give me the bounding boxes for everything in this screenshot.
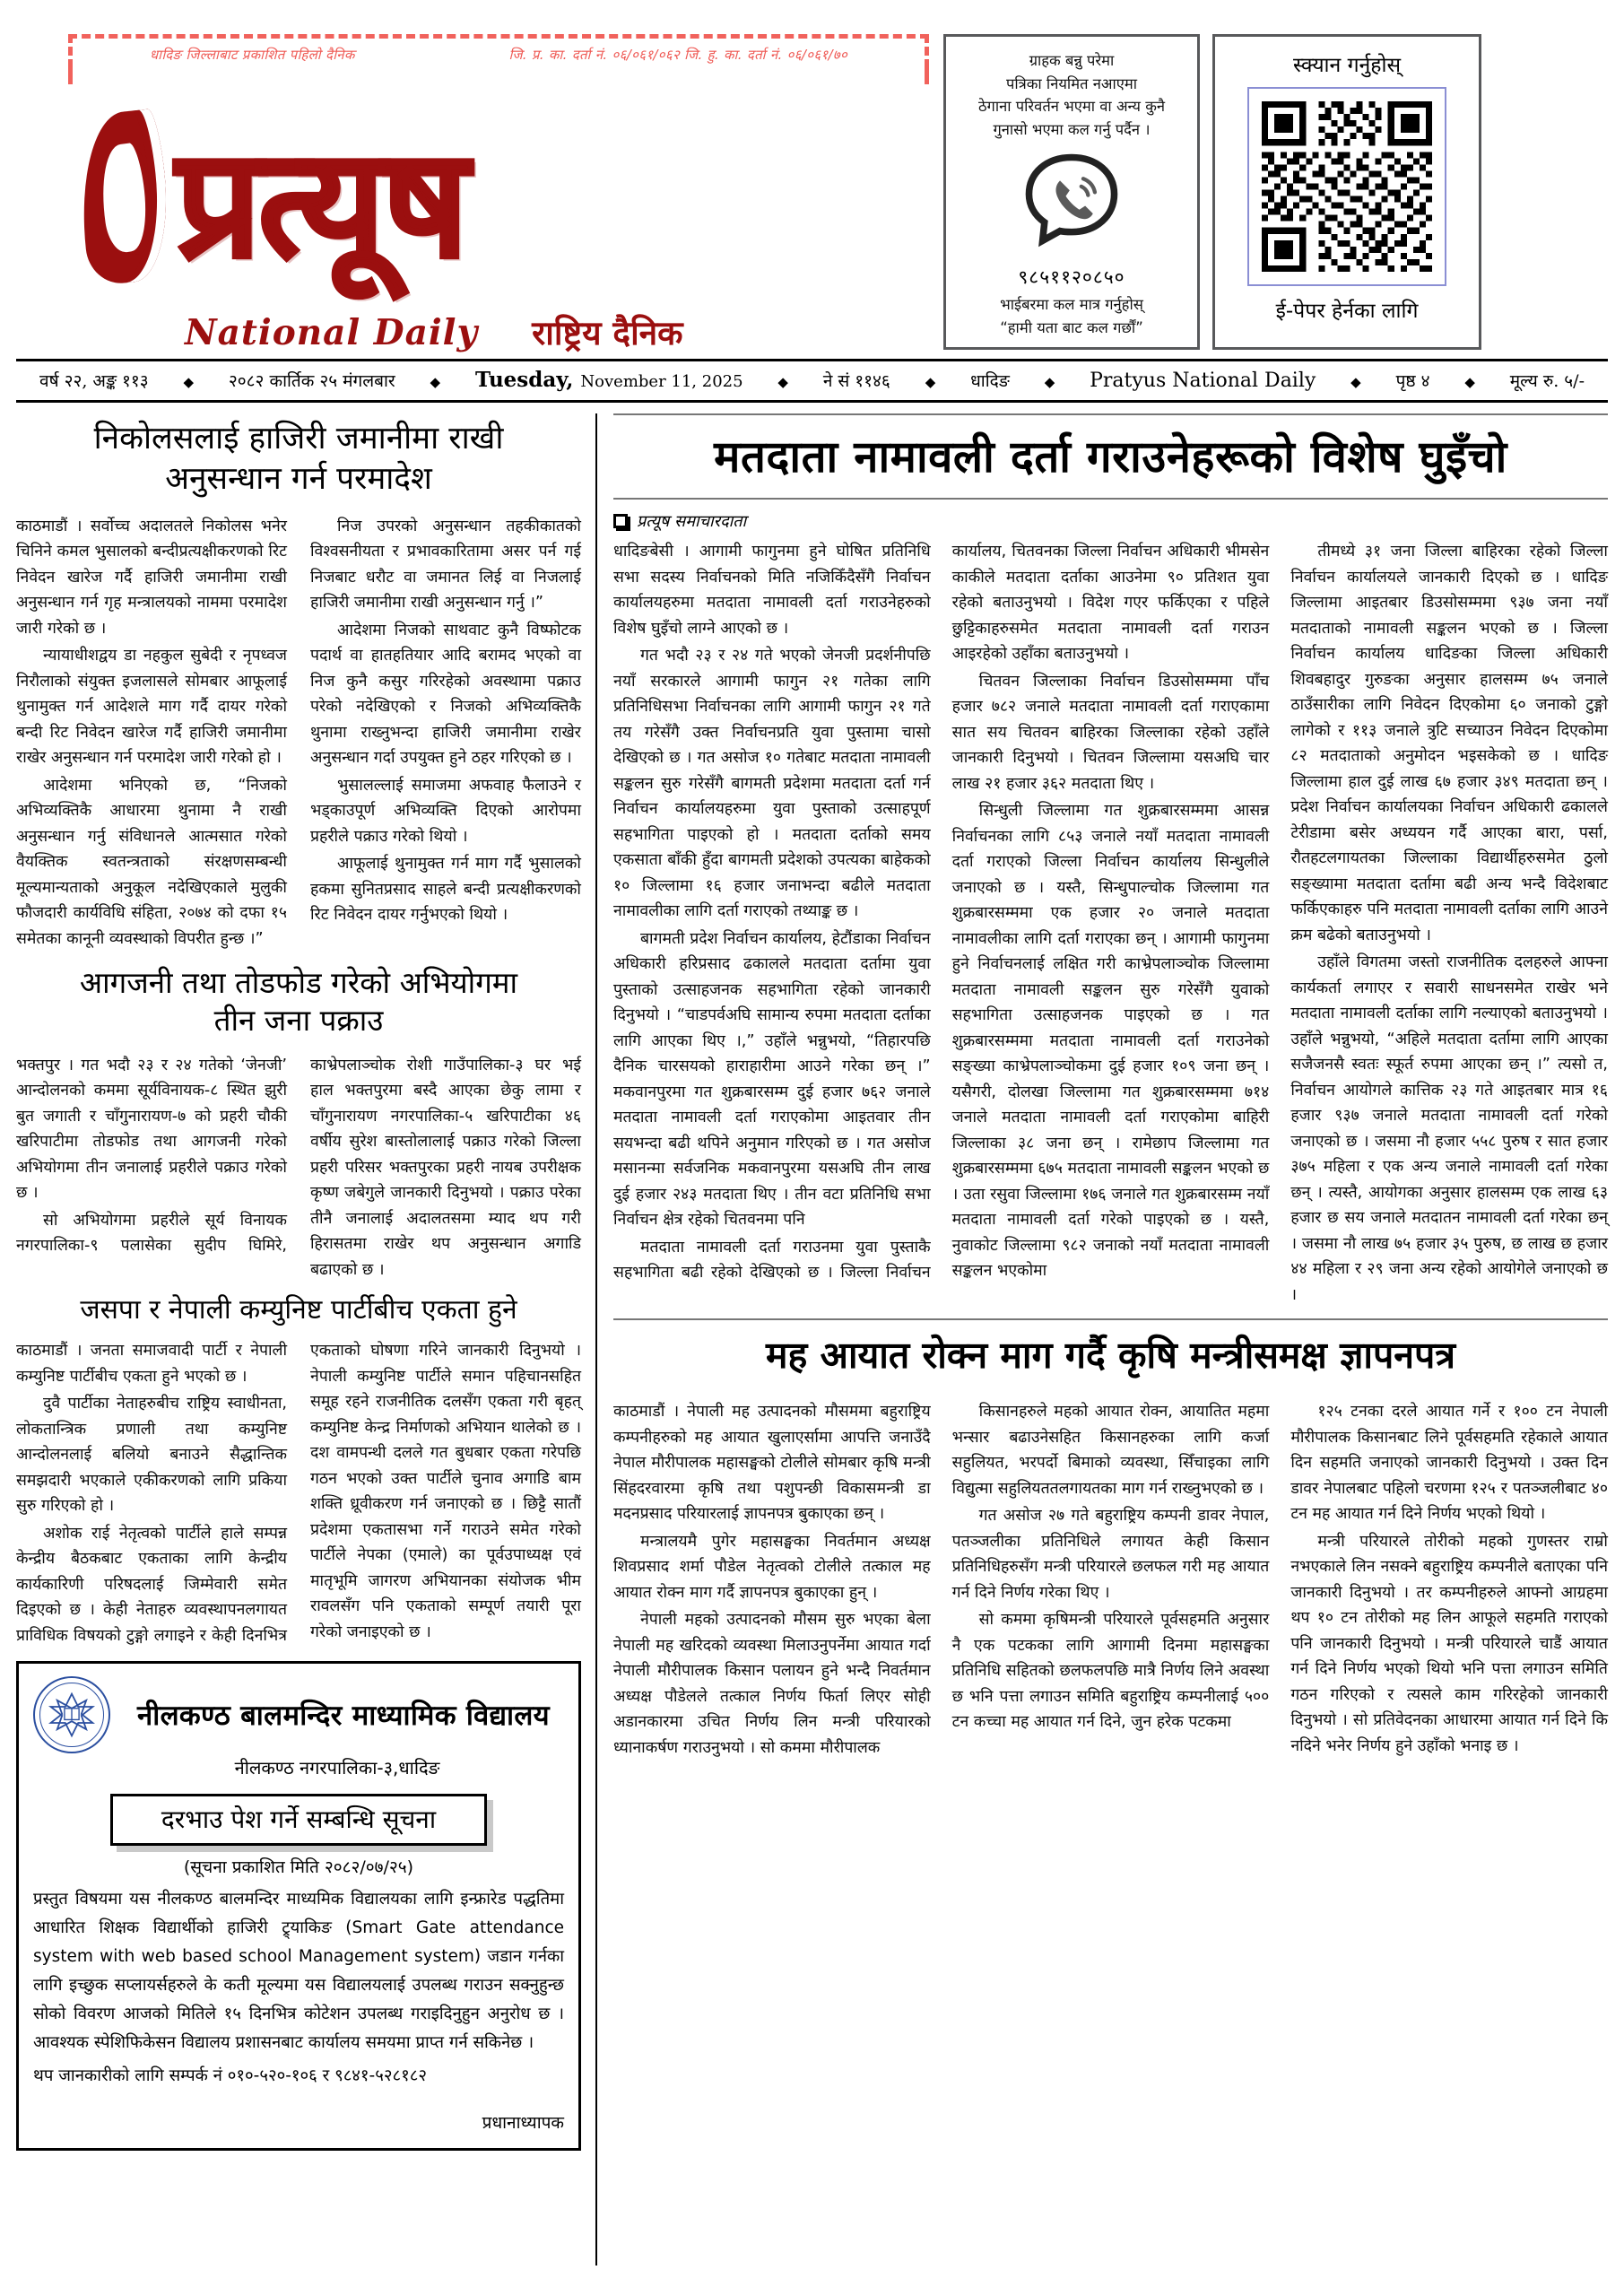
sec-b1-p2: मन्त्रालयमै पुगेर महासङ्घका निवर्तमान अध्यक्ष शिवप्रसाद शर्मा पौडेल नेतृत्वको टोलीले तत्काल मह आयात रोक्न माग गर्दै ज्ञापनपत्र बुकाएका हुन् । xyxy=(613,1532,931,1602)
qr-code-icon[interactable] xyxy=(1247,87,1446,286)
tagline-dashed-sides xyxy=(68,68,929,84)
lead-c3-p2: उहाँले विगतमा जस्तो राजनीतिक दलहरुले आफ्ना कार्यकर्ता लगाएर र सवारी साधनसमेत राखेर भने मतदाता नामावली दर्ताका लागि नल्याएको बताउनुभयो । उहाँले भन्नुभयो, “अहिले मतदाता दर्तामा लागि आएका सजैजनसै स्वतः स्फूर्त रुपमा आएका छन् ।” त्यसो त, निर्वाचन आयोगले कात्तिक २३ गते आइतबार मात्र १६ हजार ९३७ जनाले मतदाता नामावली दर्ता गरेको जनाएको छ । जसमा नौ हजार ५५८ पुरुष र सात हजार ३७५ महिला र एक अन्य जनाले नामावली दर्ता गरेका छन् । त्यस्तै, आयोगका अनुसार हालसम्म एक लाख ६३ हजार छ सय जनाले मतदातन नामावली दर्ता गरेका छन् । जसमा नौ लाख ७५ हजार ३५ पुरुष, छ लाख छ हजार ४४ महिला र २९ जना अन्य रहेको आयोगेले जनाएको छ । xyxy=(1290,953,1608,1304)
byline-square-icon xyxy=(613,514,628,528)
lead-c1-p3: बागमती प्रदेश निर्वाचन कार्यालय, हेटौंडाका निर्वाचन अधिकारी हरिप्रसाद ढकालले मतदाता दर्तामा युवा पुस्ताको उत्साहजनक सहभागिता रहेको जानकारी दिनुभयो । “चाडपर्वअघि सामान्य रुपमा मतदाता दर्ताका लागि आएका थिए ।,” उहाँले भन्नुभयो, “तिहारपछि दैनिक चारसयको हाराहारीमा आउने गरेका छन् ।” मकवानपुरमा गत शुक्रबारसम्म दुई हजार ७६२ जनाले मतदाता नामावली दर्ता गराएकोमा आइतवार तीन सयभन्दा बढी थपिने अनुमान गरिएको छ । गत असोज मसानन्मा सर्वजनिक मकवानपुरमा यसअघि तीन लाख दुई हजार २४३ मतदाता थिए । तीन वटा प्रतिनिधि सभा निर्वाचन क्षेत्र रहेको चितवनमा पनि xyxy=(613,929,931,1229)
secondary-story-body xyxy=(613,1399,1608,1761)
logo-title: प्रत्यूष xyxy=(176,116,465,292)
subscriber-contact-box xyxy=(943,34,1200,350)
notice-contact-text: थप जानकारीको लागि सम्पर्क नं ०१०-५२०-१०६ र ९८४१-५२८१८२ xyxy=(33,2066,427,2086)
newspaper-logo xyxy=(59,88,936,321)
article-1-headline-line1: निकोलसलाई हाजिरी जमानीमा राखी xyxy=(93,421,504,457)
notice-banner-title: दरभाउ पेश गर्ने सम्बन्धि सूचना xyxy=(110,1794,487,1846)
sec-b1-p3: नेपाली महको उत्पादनको मौसम सुरु भएका बेला नेपाली मह खरिदको व्यवस्था मिलाउनुपर्नेमा आयात गर्दा नेपाली मौरीपालक किसान पलायन हुने भन्दै निवर्तमान अध्यक्ष पौडेलले तत्काल निर्णय फिर्ता लिएर सोही अडानकारमा उचित निर्णय लिन मन्त्री परियारको ध्यानाकर्षण गराउनुभयो । सो कममा मौरीपालक xyxy=(613,1611,931,1757)
article-2-p1: भक्तपुर । गत भदौ २३ र २४ गतेको ‘जेनजी’ आन्दोलनको कममा सूर्यविनायक-८ स्थित झुरी बुत जगाती र चाँगुनारायण-७ को प्रहरी चौकी खरिपाटीमा तोडफोड तथा आगजनी गरेको अभियोगमा तीन जनालाई प्रहरीले पक्राउ गरेको छ । xyxy=(16,1056,287,1203)
article-3-body xyxy=(16,1338,581,1648)
lead-c3-p1: तीमध्ये ३१ जना जिल्ला बाहिरका रहेको जिल्ला निर्वाचन कार्यालयले जानकारी दिएको छ । धादिङ जिल्लामा आइतबार डिउसोसम्ममा ९३७ जना नयाँ मतदाताको नामावली सङ्कलन भएको छ । जिल्ला निर्वाचन कार्यालय धादिङका जिल्ला अधिकारी शिवबहादुर गुरुङका अनुसार हालसम्म ७५ जनाले ठाउँसारीका लागि निवेदन दिएकोमा ६० जनाको टुङ्गो लागेको र ११३ जनाले त्रुटि सच्याउन निवेदन दिएकोमा ८२ मतदाताको अनुमोदन भइसकेको छ । धादिङ जिल्लामा हाल दुई लाख ६७ हजार ३४९ मतदाता छन् । प्रदेश निर्वाचन कार्यालयका निर्वाचन अधिकारी ढकालले टेरीडामा बसेर अध्ययन गर्दै आएका बारा, पर्सा, रौतहटलगायतका जिल्लाका विद्यार्थीहरुसमेत ठुलो सङ्ख्यामा मतदाता दर्तामा बढी अन्य भन्दै विदेशबाट फर्किएकाहरु पनि मतदाता नामावली दर्ताका लागि आउने क्रम बढेको बताउनुभयो । xyxy=(1290,543,1608,944)
notice-header xyxy=(33,1676,564,1753)
secondary-story-headline: मह आयात रोक्न माग गर्दै कृषि मन्त्रीसमक्ष ज्ञापनपत्र xyxy=(613,1318,1608,1390)
issue-brand: Pratyus National Daily xyxy=(1090,370,1316,392)
article-3-p1: काठमाडौं । जनता समाजवादी पार्टी र नेपाली कम्युनिष्ट पार्टीबीच एकता हुने भएको छ । xyxy=(16,1342,287,1386)
flame-icon xyxy=(65,109,181,288)
school-name: नीलकण्ठ बालमन्दिर माध्यामिक विद्यालय xyxy=(137,1700,550,1733)
viber-phone-icon xyxy=(1023,152,1120,252)
right-column xyxy=(597,413,1608,2266)
content-area xyxy=(13,413,1611,2266)
viber-note-1: भाईबरमा कल मात्र गर्नुहोस् xyxy=(1000,296,1143,314)
article-2-headline-line2: तीन जना पक्राउ xyxy=(213,1003,384,1039)
lead-story-body xyxy=(613,539,1608,1308)
lead-c2-p1: मतदाता नामावली दर्ता गराउनमा युवा पुस्ताकै सहभागिता बढी रहेको देखिएको छ । जिल्ला निर्वाचन कार्यालय, चितवनका जिल्ला निर्वाचन अधिकारी भीमसेन काकीले मतदाता दर्ताका आउनेमा ९० प्रतिशत युवा रहेको बताउनुभयो । विदेश गएर फर्किएका र पहिले छुट्टिकाहरुसमेत मतदाता नामावली दर्ता गराउन आइरहेको उहाँका बताउनुभयो । xyxy=(613,543,1270,1282)
sec-b3-p2: मन्त्री परियारले तोरीको महको गुणस्तर राम्रो नभएकाले लिन नसक्ने बहुराष्ट्रिय कम्पनीले बताएका पनि जानकारी दिनुभयो । तर कम्पनीहरुले आफ्नो आग्रहमा थप १० टन तोरीको मह लिन आफूले सहमति गराएको पनि जानकारी दिनुभयो । मन्त्री परियारले चाडैं आयात गर्न दिने निर्णय भएको थियो भनि पत्ता लगाउन समिति गठन गरिएको र त्यसले काम गरिरहेको जानकारी दिनुभयो । सो प्रतिवेदनका आधारमा आयात गर्न दिने कि नदिने भनेर निर्णय हुने उहाँको भनाइ छ । xyxy=(1290,1532,1608,1755)
article-1-headline xyxy=(16,419,581,500)
article-1-p2: न्यायाधीशद्वय डा नहकुल सुबेदी र नृपध्वज निरौलाको संयुक्त इजलासले सोमबार आफूलाई थुनामुक्त गर्न आदेशले माग गर्दै दायर गरेको बन्दी रिट निवेदन खारेज गर्दै हाजिरी जमानीमा राखेर अनुसन्धान गर्न परमादेश जारी गरेको हो । xyxy=(16,647,287,768)
tender-notice-ad xyxy=(16,1661,581,2151)
viber-line-2: पत्रिका नियमित नआएमा xyxy=(1005,74,1138,92)
article-3-headline: जसपा र नेपाली कम्युनिष्ट पार्टीबीच एकता हुने xyxy=(80,1294,517,1326)
viber-line-1: ग्राहक बन्नु परेमा xyxy=(1029,52,1115,69)
sec-b2-p3: सो कममा कृषिमन्त्री परियारले पूर्वसहमति अनुसार नै एक पटकका लागि आगामी दिनमा महासङ्घका प्रतिनिधि सहितको छलफलपछि मात्रै निर्णय लिने अवस्था छ भनि पत्ता लगाउन समिति बहुराष्ट्रिय कम्पनीलाई ५०० टन कच्चा मह आयात गर्न दिने, जुन हरेक पटकमा xyxy=(951,1611,1270,1731)
notice-signature: प्रधानाध्यापक xyxy=(482,2113,564,2134)
lead-c2-p3: सिन्धुली जिल्लामा गत शुक्रबारसम्ममा आसन्न निर्वाचनका लागि ८५३ जनाले नयाँ मतदाता नामावली दर्ता गराएको जिल्ला निर्वाचन कार्यालय सिन्धुलीले जनाएको छ । यस्तै, सिन्धुपाल्चोक जिल्लामा गत शुक्रबारसम्ममा एक हजार २० जनाले मतदाता नामावलीका लागि दर्ता गराएका छन् । आगामी फागुनमा हुने निर्वाचनलाई लक्षित गरी काभ्रेपलाञ्चोक जिल्लामा मतदाता नामावली सङ्कलन सुरु गरेसँगै युवाको सहभागिता उत्साहजनक पाइएको छ । गत शुक्रबारसम्ममा मतदाता नामावली दर्ता गराउनेको सङ्ख्या काभ्रेपलाञ्चोकमा दुई हजार १०९ जना छन् । यसैगरी, दोलखा जिल्लामा गत शुक्रबारसम्ममा ७१४ जनाले मतदाता नामावली दर्ता गराएकोमा बाहिरी जिल्लाका ३८ जना छन् । रामेछाप जिल्लामा गत शुक्रबारसम्ममा ६७५ मतदाता नामावली सङ्कलन भएको छ । उता रसुवा जिल्लामा १७६ जनाले गत शुक्रबारसम्म नयाँ मतदाता नामावली दर्ता गरेको पाइएको छ । यस्तै, नुवाकोट जिल्लामा ९८२ जनाको नयाँ मतदाता नामावली सङ्कलन भएकोमा xyxy=(951,802,1270,1280)
viber-note-2: “हामी यता बाट कल गर्छौं” xyxy=(1000,318,1143,336)
issue-pages: पृष्ठ ४ xyxy=(1395,371,1430,391)
issue-en-date: November 11, 2025 xyxy=(580,372,743,391)
tagline-left: धादिङ जिल्लाबाट प्रकाशित पहिलो दैनिक xyxy=(149,47,355,63)
separator-diamond-6: ◆ xyxy=(1350,374,1361,390)
sec-b1-p1: काठमाडौं । नेपाली मह उत्पादनको मौसममा बहुराष्ट्रिय कम्पनीहरुको मह आयात खुलाएर्सामा आपत्ति जनाउँदै नेपाल मौरीपालक महासङ्घको टोलीले सोमबार कृषि मन्त्री सिंहदरवारमा कृषि तथा पशुपन्छी विकासमन्त्री डा मदनप्रसाद परियारलाई ज्ञापनपत्र बुकाएका छन् । xyxy=(613,1403,931,1523)
issue-en-day: Tuesday, xyxy=(474,368,574,392)
lead-c1-p2: गत भदौ २३ र २४ गते भएको जेनजी प्रदर्शनीपछि नयाँ सरकारले आगामी फागुन २१ गतेका लागि प्रतिनिधिसभा निर्वाचनका लागि आगामी फागुन २१ गते तय गरेसँगै उक्त निर्वाचनप्रति युवा पुस्तामा चासो देखिएको छ । गत असोज १० गतेबाट मतदाता नामावली सङ्कलन सुरु गरेसँगै बागमती प्रदेशमा मतदाता दर्ता गर्न निर्वाचन कार्यालयहरुमा युवा पुस्ताको उत्साहपूर्ण सहभागिता पाइएको हो । मतदाता दर्ताको समय एकसाता बाँकी हुँदा बागमती प्रदेशको उपत्यका बाहेकको १० जिल्लामा १६ हजार जनाभन्दा बढीले मतदाता नामावलीका लागि दर्ता गराएको तथ्याङ्क छ । xyxy=(613,647,931,920)
sec-b2-p1: किसानहरुले महको आयात रोक्न, आयातित महमा भन्सार बढाउनेसहित किसानहरुका लागि कर्जा सहुलियत, भरपर्दो बिमाको व्यवस्था, सिँचाइका लागि विद्युत्मा सहुलियततलगायतका माग गर्न राख्नुभएको छ । xyxy=(951,1403,1270,1498)
masthead-strip xyxy=(13,0,1611,353)
issue-info-bar xyxy=(16,359,1608,403)
article-1-p5: आदेशमा निजको साथवाट कुनै विष्फोटक पदार्थ वा हातहतियार आदि बरामद भएको वा निज कुनै कसुर गरिरहेको अवस्थामा पक्राउ परेको नदेखिएको र निजको अभिव्यक्तिकै थुनामा राख्नुभन्दा हाजिरी जमानीमा राखेर अनुसन्धान गर्दा उपयुक्त हुने ठहर गरिएको छ । xyxy=(310,621,581,768)
separator-diamond-3: ◆ xyxy=(777,374,788,390)
issue-volume: वर्ष २२, अङ्क ११३ xyxy=(39,371,149,391)
article-2-headline xyxy=(16,964,581,1039)
lead-story-headline: मतदाता नामावली दर्ता गराउनेहरूको विशेष घुइँचो xyxy=(613,413,1608,500)
lead-story-byline xyxy=(613,510,1608,532)
article-2-body xyxy=(16,1053,581,1283)
notice-body-text: प्रस्तुत विषयमा यस नीलकण्ठ बालमन्दिर माध्यमिक विद्यालयका लागि इन्फ्रारेड पद्धतिमा आधारित शिक्षक विद्यार्थीको हाजिरी ट्र्याकिङ (Smart Gate attendance system with web based school Management system) जडान गर्नका लागि इच्छुक सप्लायर्सहरुले के कती मूल्यमा यस विद्यालयलाई उपलब्ध गराउन सक्नुहुन्छ सोको विवरण आजको मितिले १५ दिनभित्र कोटेशन उपलब्ध गराइदिनुहुन अनुरोध छ । आवश्यक स्पेशिफिकेसन विद्यालय प्रशासनबाट कार्यालय समयमा प्राप्त गर्न सकिनेछ । xyxy=(33,1890,564,2052)
separator-diamond-1: ◆ xyxy=(183,374,195,390)
viber-phone-number: ९८५११२०८५० xyxy=(1018,266,1125,289)
article-1-p4: निज उपरको अनुसन्धान तहकीकातको विश्वसनीयता र प्रभावकारितामा असर पर्न गई निजबाट धरौट वा जमानत लिई वा निजलाई हाजिरी जमानीमा राखी अनुसन्धान गर्नु ।” xyxy=(310,517,581,613)
lead-c1-p1: धादिङबेसी । आगामी फागुनमा हुने घोषित प्रतिनिधि सभा सदस्य निर्वाचनको मिति नजिकिँदैसँगै निर्वाचन कार्यालयहरुमा मतदाता नामावली दर्ता गराउनेहरुको विशेष घुइँचो लाग्ने आएको छ । xyxy=(613,543,931,638)
article-1-body xyxy=(16,514,581,952)
qr-title: स्क्यान गर्नुहोस् xyxy=(1292,54,1402,77)
school-logo-icon xyxy=(33,1676,110,1753)
sec-b3-p1: १२५ टनका दरले आयात गर्ने र १०० टन नेपाली मौरीपालक किसानबाट लिने पूर्वसहमति रहेकाले आयात दिन सहमति जनाएको जानकारी दिनुभयो । उक्त दिन डावर नेपालबाट पहिलो चरणमा १२५ र पतञ्जलीबाट ४० टन मह आयात गर्न दिने निर्णय भएको थियो । xyxy=(1290,1403,1608,1523)
issue-nepal-sambat: ने सं ११४६ xyxy=(822,371,890,391)
school-address: नीलकण्ठ नगरपालिका-३,धादिङ xyxy=(234,1757,440,1779)
byline-text: प्रत्यूष समाचारदाता xyxy=(637,512,747,531)
tagline-dashed-frame xyxy=(68,34,929,68)
qr-caption: ई-पेपर हेर्नका लागि xyxy=(1275,300,1419,323)
separator-diamond-7: ◆ xyxy=(1464,374,1475,390)
article-2-p2: सो अभियोगमा प्रहरीले सूर्य विनायक नगरपालिका-९ पलासेका सुदीप घिमिरे, काभ्रेपलाञ्चोक रोशी गाउँपालिका-३ घर भई हाल भक्तपुरमा बस्दै आएका छेकु लामा र चाँगुनारायण नगरपालिका-५ खरिपाटीका ४६ वर्षीय सुरेश बास्तोलालाई पक्राउ गरेको जिल्ला प्रहरी परिसर भक्तपुरका प्रहरी नायब उपरीक्षक कृष्ण जबेगुले जानकारी दिनुभयो । पक्राउ परेका तीनै जनालाई अदालतसमा म्याद थप गरी हिरासतमा राखेर थप अनुसन्धान अगाडि बढाएको छ । xyxy=(16,1056,581,1279)
masthead-column xyxy=(13,34,936,353)
logo-subtitle-english: National Daily xyxy=(185,312,479,353)
issue-bs-date: २०८२ कार्तिक २५ मंगलबार xyxy=(228,371,395,391)
issue-place: धादिङ xyxy=(970,371,1010,391)
article-1-headline-line2: अनुसन्धान गर्न परमादेश xyxy=(165,460,432,497)
notice-publish-date: (सूचना प्रकाशित मिति २०८२/०७/२५) xyxy=(183,1857,414,1878)
registration-number: जि. प्र. का. दर्ता नं. ०६/०६१/०६२ जि. हु. का. दर्ता नं. ०६/०६१/७० xyxy=(508,47,848,63)
article-1-p3: आदेशमा भनिएको छ, “निजको अभिव्यक्तिकै आधारमा थुनामा नै राखी अनुसन्धान गर्नु संविधानले आत्मसात गरेको वैयक्तिक स्वतन्त्रताको संरक्षणसम्बन्धी मूल्यमान्यताको अनुकूल नदेखिएकाले मुलुकी फौजदारी कार्यविधि संहिता, २०७४ को दफा १५ समेतका कानूनी व्यवस्थाको विपरीत हुन्छ ।” xyxy=(16,776,287,948)
issue-price: मूल्य रु. ५/- xyxy=(1509,371,1585,391)
article-1-p7: आफूलाई थुनामुक्त गर्न माग गर्दै भुसालको हकमा सुनितप्रसाद साहले बन्दी प्रत्यक्षीकरणको रिट निवेदन दायर गर्नुभएको थियो । xyxy=(310,855,581,925)
article-3-p2: दुवै पार्टीका नेताहरुबीच राष्ट्रिय स्वाधीनता, लोकतान्त्रिक प्रणाली तथा कम्युनिष्ट आन्दोलनलाई बलियो बनाउने सैद्धान्तिक समझदारी भएकाले एकीकरणको लागि प्रकिया सुरु गरिएको हो । xyxy=(16,1395,287,1516)
sec-b2-p2: गत असोज २७ गते बहुराष्ट्रिय कम्पनी डावर नेपाल, पतञ्जलीका प्रतिनिधिले लगायत केही किसान प्रतिनिधिहरुसँग मन्त्री परियारले छलफल गरी मह आयात गर्न दिने निर्णय गरेका थिए । xyxy=(951,1507,1270,1602)
separator-diamond-2: ◆ xyxy=(430,374,441,390)
epaper-qr-box xyxy=(1212,34,1481,350)
viber-line-3: ठेगाना परिवर्तन भएमा वा अन्य कुनै xyxy=(977,98,1166,116)
left-column xyxy=(16,413,597,2266)
article-1-p6: भुसालल्लाई समाजमा अफवाह फैलाउने र भड्काउपूर्ण अभिव्यक्ति दिएको आरोपमा प्रहरीले पक्राउ गरेको थियो । xyxy=(310,776,581,846)
separator-diamond-5: ◆ xyxy=(1044,374,1055,390)
separator-diamond-4: ◆ xyxy=(925,374,936,390)
article-1-p1: काठमाडौं । सर्वोच्च अदालतले निकोलस भनेर चिनिने कमल भुसालको बन्दीप्रत्यक्षीकरणको रिट निवेदन खारेज गर्दै हाजिरी जमानीमा राखी अनुसन्धान गर्न गृह मन्त्रालयको नाममा परमादेश जारी गरेको छ । xyxy=(16,517,287,638)
lead-c2-p2: चितवन जिल्लाका निर्वाचन डिउसोसम्ममा पाँच हजार ७८२ जनाले मतदाता नामावली दर्ता गराएकामा सात सय चितवन बाहिरका जिल्लाका रहेको उहाँले जानकारी दिनुभयो । चितवन जिल्लामा यसअघि चार लाख २१ हजार ३६२ मतदाता थिए । xyxy=(951,672,1270,793)
viber-line-4: गुनासो भएमा कल गर्नु पर्दैन । xyxy=(993,120,1151,138)
logo-subtitle-nepali: राष्ट्रिय दैनिक xyxy=(532,314,683,352)
article-2-headline-line1: आगजनी तथा तोडफोड गरेको अभियोगमा xyxy=(79,965,518,1001)
article-3-p3: अशोक राई नेतृत्वको पार्टीले हाले सम्पन्न केन्द्रीय बैठकबाट एकताका लागि केन्द्रीय कार्यकारिणी परिषदलाई जिम्मेवारी समेत दिइएको छ । केही नेताहरु व्यवस्थापनलगायत प्राविधिक विषयको टुङ्गो लगाइने र केही दिनभित्र एकताको घोषणा गरिने जानकारी दिनुभयो । नेपाली कम्युनिष्ट पार्टीले समान पहिचानसहित समूह रहने राजनीतिक दलसँग एकता गरी बृहत् कम्युनिष्ट केन्द्र निर्माणको अभियान थालेको छ । दश वामपन्थी दलले गत बुधबार एकता गरेपछि गठन भएको उक्त पार्टीले चुनाव अगाडि बाम शक्ति ध्रूवीकरण गर्न जनाएको छ । छिट्टै सातौं प्रदेशमा एकतासभा गर्ने गराउने समेत गरेको पार्टीले नेपका (एमाले) का पूर्वउपाध्यक्ष एवं मातृभूमि जागरण अभियानका संयोजक भीम रावलसँग पनि एकताको सम्पूर्ण तयारी पूरा गरेको जनाइएको छ । xyxy=(16,1342,581,1645)
